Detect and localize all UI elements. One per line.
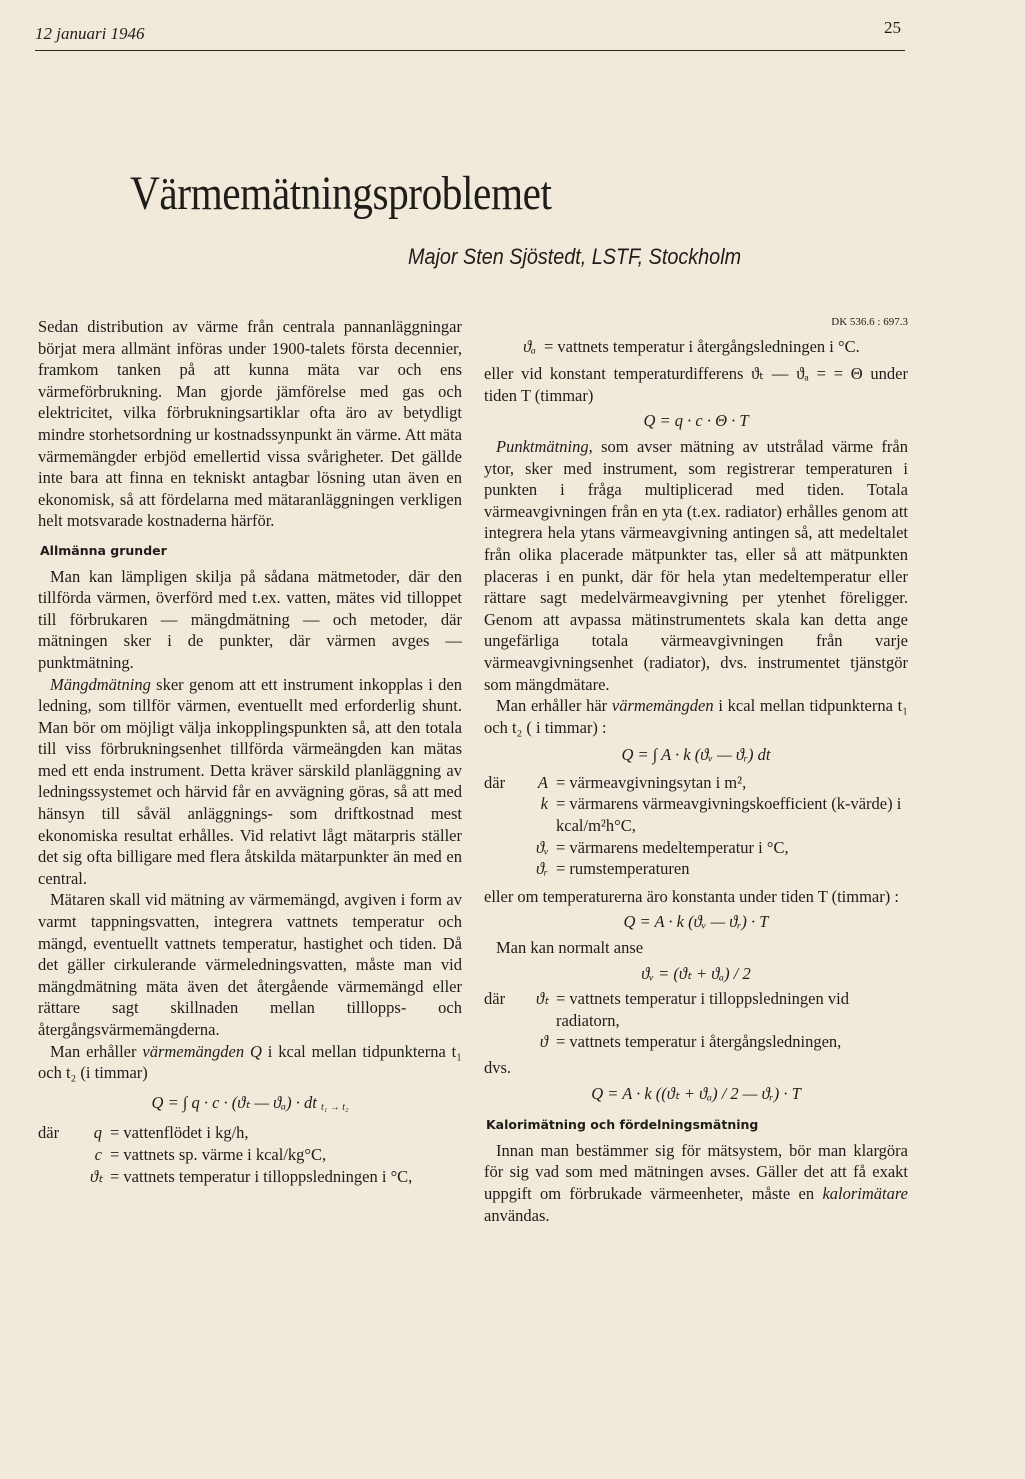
- definition-symbol: q: [93, 1123, 102, 1143]
- dvs-label: dvs.: [484, 1058, 512, 1077]
- term-varmemangden-2: värmemängden: [611, 696, 714, 716]
- equation-3: Q = ∫ A · k (ϑᵥ — ϑᵣ) dt: [621, 745, 771, 765]
- paragraph-mangdmatning: [38, 674, 462, 890]
- equation-1-formula: Q = ∫ q · c · (ϑₜ — ϑₐ) · dt: [151, 1092, 317, 1112]
- right-column: [484, 316, 908, 1226]
- definition-symbol: ϑᵣ: [536, 859, 549, 879]
- definition-return: [484, 336, 908, 358]
- definition-text: = vattnets sp. värme i kcal/kg°C,: [110, 1144, 327, 1164]
- definition-text: = värmarens medeltemperatur i °C,: [556, 837, 789, 857]
- term-mangdmatning: Mängdmätning: [50, 674, 151, 694]
- equation-4: Q = A · k (ϑᵥ — ϑᵣ) · T: [623, 912, 769, 932]
- definition-symbol: ϑₜ: [536, 989, 549, 1009]
- obtain-here-b: i kcal mellan tidpunkterna t₁ och t₂ ( i timmar) :: [484, 696, 908, 737]
- paragraph-final: [484, 1140, 908, 1226]
- definition-symbol: c: [94, 1144, 102, 1164]
- final-text-b: användas.: [484, 1205, 550, 1225]
- where-label: där: [484, 772, 506, 792]
- obtain-text-b: i kcal mellan tidpunkterna t₁ och t₂ (i timmar): [38, 1041, 463, 1083]
- definition-text: = vattnets temperatur i tilloppsledningen vid radiatorn,: [556, 989, 849, 1030]
- header-date: 12 januari 1946: [35, 24, 145, 43]
- definition-text: = rumstemperaturen: [556, 859, 690, 879]
- definition-text: = vattenflödet i kg/h,: [110, 1123, 249, 1143]
- page-number: 25: [884, 18, 901, 37]
- mangdmatning-text: sker genom att ett instrument inkopplas i den ledning, som tillför värmen, eventuellt med erforderlig shunt. Man bör om möjligt välja inkopplingspunkten så, att den totala till viss förbrukningsenhet tillförda värmeängden kan mätas med ett enda instrument. Detta kräver särskild planläggning av ledningssystemet och härvid får en avvägning göras, så att med hänsyn till såväl anläggnings- som driftkostnad mest ekonomiska resultat erhålles. Vid relativt lågt mätarpris ställer det sig ofta billigare med flera åtskilda mätarpunkter än med en central.: [38, 674, 462, 888]
- definition-symbol: ϑ: [539, 1032, 548, 1052]
- paragraph-const-diff: eller vid konstant temperaturdifferens ϑₜ — ϑₐ = = Θ under tiden T (timmar): [484, 364, 908, 405]
- definition-text: = vattnets temperatur i tilloppsledningen i °C,: [110, 1166, 413, 1186]
- heading-general: Allmänna grunder: [40, 542, 167, 558]
- definition-row: [38, 1144, 462, 1166]
- definitions-right-2: [484, 988, 908, 1053]
- where-label: där: [38, 1123, 60, 1143]
- paragraph-obtain-here: [484, 695, 908, 738]
- equation-1: [38, 1092, 462, 1119]
- paragraph-const-temp: eller om temperaturerna äro konstanta under tiden T (timmar) :: [484, 886, 899, 906]
- definition-symbol: ϑᵥ: [536, 837, 549, 857]
- definition-text: = vattnets temperatur i återgångsledningen i °C.: [544, 336, 860, 356]
- definition-text: = vattnets temperatur i återgångsledningen,: [556, 1032, 842, 1052]
- definition-text: = värmeavgivningsytan i m²,: [556, 772, 747, 792]
- article-title: Värmemätningsproblemet: [130, 167, 552, 220]
- term-varmemangden: värmemängden Q: [142, 1041, 262, 1061]
- paragraph-general: Man kan lämpligen skilja på sådana mätmetoder, där den tillförda värmen, överförd med t.ex. vatten, mätes vid tilloppet till förbrukaren — mängdmätning — och metoder, där mätningen sker i de punkter, där värmen avges — punktmätning.: [38, 566, 462, 672]
- equation-5: ϑᵥ = (ϑₜ + ϑₐ) / 2: [641, 963, 751, 983]
- paragraph-obtain: [38, 1041, 462, 1084]
- definition-symbol: k: [540, 794, 548, 814]
- equation-6: Q = A · k ((ϑₜ + ϑₐ) / 2 — ϑᵣ) · T: [591, 1083, 801, 1103]
- definition-row: [38, 1166, 462, 1188]
- article-author: Major Sten Sjöstedt, LSTF, Stockholm: [408, 244, 742, 269]
- where-label: där: [484, 989, 506, 1009]
- definition-symbol: ϑₜ: [90, 1166, 103, 1186]
- header-rule: [35, 50, 905, 51]
- definitions-left: [38, 1122, 462, 1187]
- definition-row: [38, 1122, 462, 1144]
- definitions-right: [484, 772, 908, 880]
- final-text-a: Innan man bestämmer sig för mätsystem, bör man klargöra för sig vad som med mätningen avses. Gäller det att få exakt uppgift om förbrukade värmeenheter, måste en: [484, 1140, 908, 1203]
- obtain-text-a: Man erhåller: [50, 1041, 143, 1061]
- paragraph-punktmatning: [484, 436, 908, 695]
- equation-1-limits: t₁ → t₂: [320, 1101, 349, 1113]
- equation-2: Q = q · c · Θ · T: [643, 411, 749, 431]
- definition-text: = värmarens värmeavgivningskoefficient (k-värde) i kcal/m²h°C,: [556, 794, 902, 836]
- paragraph-meter: Mätaren skall vid mätning av värmemängd, avgiven i form av varmt tappningsvatten, integrera vattnets temperatur och mängd, eventuellt vattnets temperatur, hastighet och tiden. Då det gäller cirkulerande värmeledningsvatten, måste man vid mängdmätning mäta även det återgående värmemängd eller rättare sagt skillnaden mellan tilllopps- och återgångsvärmemängderna.: [38, 890, 462, 1039]
- paragraph-normally: Man kan normalt anse: [496, 938, 644, 958]
- dk-code: DK 536.6 : 697.3: [831, 316, 908, 328]
- punktmatning-text: som avser mätning av utstrålad värme från ytor, sker med instrument, som registrerar temperaturen i punkten i fråga multiplicerad med tiden. Totala värmeavgivningen från en yta (t.ex. radiator) erhålles genom att integrera hela ytans värmeavgivning antingen så, att medeltalet från olika placerade mätpunkter tas, eller så att mätpunkten placeras i en punkt, där för hela ytan medeltemperatur eller rättare sagt medelvärmeavgivning per ytenhet föreligger. Genom att avpassa mätinstrumentets skala kan detta ange ungefärliga totala värmeavgivningen från varje värmeavgivningsenhet (radiator), dvs. instrumentet tjänstgör som mängdmätare.: [484, 436, 908, 694]
- heading-calorimetry: Kalorimätning och fördelningsmätning: [486, 1117, 759, 1133]
- term-kalorimatare: kalorimätare: [822, 1183, 908, 1203]
- left-column: [38, 316, 462, 1189]
- obtain-here-a: Man erhåller här: [496, 696, 612, 716]
- definition-symbol: ϑₐ: [523, 336, 536, 356]
- definition-symbol: A: [537, 772, 548, 792]
- intro-paragraph: Sedan distribution av värme från centrala pannanläggningar börjat mera allmänt införas under 1900-talets första decennier, framkom tanken på att kunna mäta var och ens värmeförbrukning. Man gjorde jämförelse med gas och elektricitet, vilka förbrukningsartiklar ofta äro av betydligt mindre storhetsordning ur kostnadssynpunkt än värme. Att mäta värmemängder erbjöd emellertid vissa svårigheter. Det gällde inte bara att finna en tekniskt antagbar lösning utan även en ekonomisk, så att fördelarna med mätaranläggningen verkligen helt motsvarade kostnaderna härför.: [38, 317, 462, 531]
- term-punktmatning: Punktmätning,: [496, 436, 593, 456]
